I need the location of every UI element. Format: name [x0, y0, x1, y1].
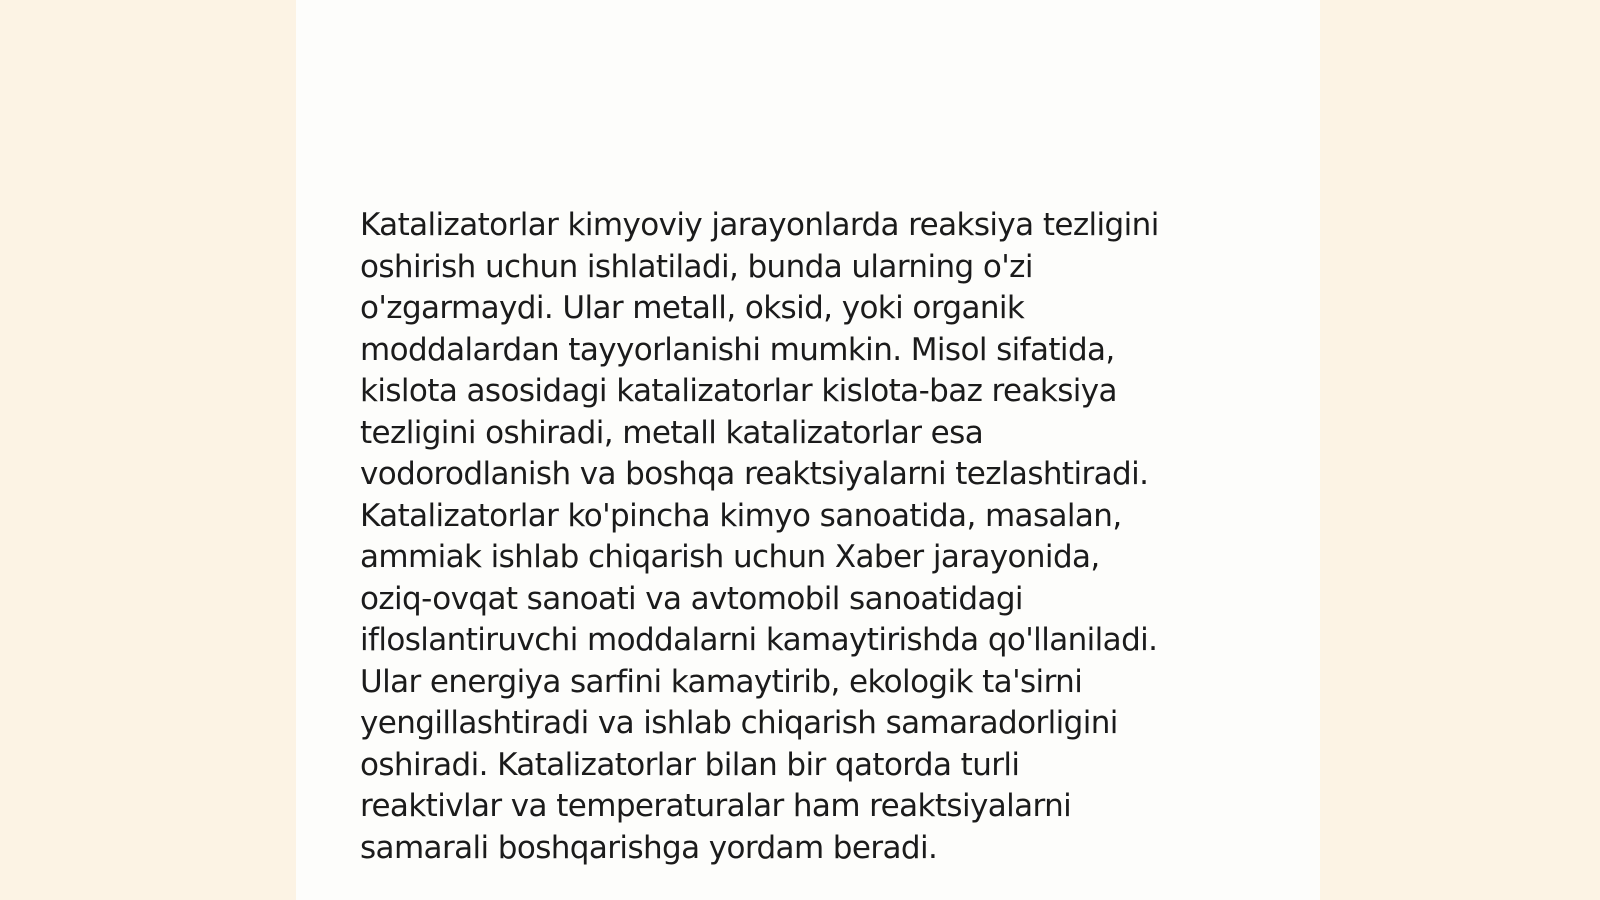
paragraph-line: tezligini oshiradi, metall katalizatorlar esa — [360, 414, 984, 451]
paragraph-line: ammiak ishlab chiqarish uchun Xaber jarayonida, — [360, 539, 1100, 575]
paragraph-line: o'zgarmaydi. Ular metall, oksid, yoki organik — [360, 290, 1025, 326]
paragraph-line: oshiradi. Katalizatorlar bilan bir qatorda turli — [360, 746, 1020, 783]
paragraph-line: kislota asosidagi katalizatorlar kislota-baz reaksiya — [360, 373, 1117, 409]
paragraph-line: Katalizatorlar ko'pincha kimyo sanoatida, masalan, — [360, 497, 1122, 534]
paragraph-line: ifloslantiruvchi moddalarni kamaytirishda qo'llaniladi. — [360, 622, 1158, 658]
paragraph-line: reaktivlar va temperaturalar ham reaktsiyalarni — [360, 788, 1072, 824]
paragraph-line: Ular energiya sarfini kamaytirib, ekologik ta'sirni — [360, 663, 1083, 700]
paragraph-line: moddalardan tayyorlanishi mumkin. Misol sifatida, — [360, 331, 1115, 368]
paragraph-line: oziq-ovqat sanoati va avtomobil sanoatidagi — [360, 580, 1023, 617]
body-paragraph — [360, 205, 1260, 869]
document-page — [296, 0, 1320, 900]
paragraph-line: samarali boshqarishga yordam beradi. — [360, 829, 938, 866]
paragraph-line: oshirish uchun ishlatiladi, bunda ularning o'zi — [360, 248, 1033, 285]
paragraph-line: yengillashtiradi va ishlab chiqarish samaradorligini — [360, 705, 1118, 741]
paragraph-line: vodorodlanish va boshqa reaktsiyalarni tezlashtiradi. — [360, 456, 1149, 492]
paragraph-line: Katalizatorlar kimyoviy jarayonlarda reaksiya tezligini — [360, 207, 1159, 243]
